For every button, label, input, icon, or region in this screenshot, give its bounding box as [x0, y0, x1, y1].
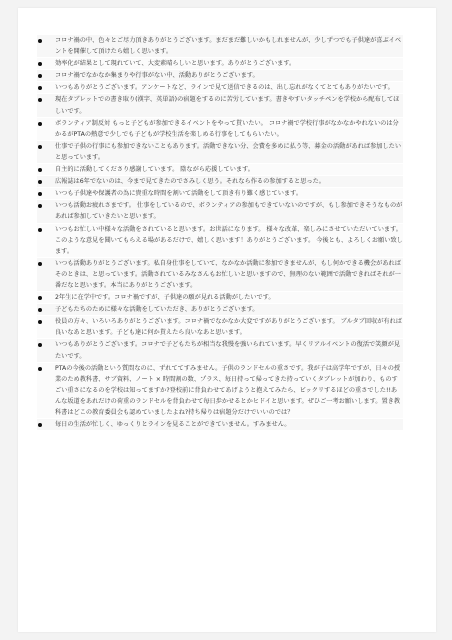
comment-text: 仕事で子供の行事にも参加できないこともあります。活動できない分、会費を多めに払う等、募金の活動があれば参加したいと思っています。	[55, 142, 402, 161]
comment-item	[37, 69, 403, 81]
bullet-icon	[38, 74, 42, 78]
bullet-icon	[38, 39, 42, 43]
comment-item	[37, 140, 403, 163]
bullet-icon	[38, 62, 42, 66]
comment-item	[37, 362, 403, 418]
comment-text: いつも子供達や保護者の為に貴重な時間を割いて活動をして頂き有り難く感じています。	[55, 190, 303, 198]
comment-text: 現在タブレットでの書き取り(漢字、英単語)の宿題をするのに苦労しています。書きやすいタッチペンを学校から配布してほしいです。	[55, 96, 400, 115]
bullet-icon	[38, 86, 42, 90]
comment-item	[37, 117, 403, 140]
document-page	[18, 8, 436, 632]
comment-item	[37, 257, 403, 291]
comment-text: いつも活動お疲れさまです。 仕事をしているので、ボランティアの参加もできていないのですが、もし参加できそうなものがあれば参加していきたいと思います。	[55, 202, 403, 221]
comment-item	[37, 303, 403, 315]
comment-text: 毎日の生活が忙しく、ゆっくりとラインを見ることができていません。すみません。	[55, 421, 291, 429]
comment-text: コロナ禍の中、色々とご尽力頂きありがとうございます。まだまだ難しいかもしれませんが、少しずつでも子供達が喜ぶイベントを開催して頂けたら嬉しく思います。	[55, 37, 402, 56]
comment-item	[37, 93, 403, 116]
comment-text: いつもお忙しい中様々な活動をされていると思います。お世話になります。 様々な改革、楽しみにさせていただいています。このような意見を聞いてもらえる場があるだけで、嬉しく思います！ありがとうございます。 今後とも、よろしくお願い致します。	[55, 225, 403, 255]
comment-item	[37, 81, 403, 93]
comment-item	[37, 315, 403, 338]
comment-text: 自主的に活動してくださり感謝しています。 陰ながら応援しています。	[55, 166, 254, 174]
comment-text: コロナ禍でなかなか集まりや行事がない中、活動ありがとうございます。	[55, 72, 259, 80]
comment-text: 役員の方々、いろいろありがとうございます。コロナ禍でなかなか大変ですがありがとうございます。 ブルタブ回収が有れば良いなあと思います。子ども達に何か貰えたら良いなあと思います。	[55, 318, 402, 337]
comment-text: 子どもたちのために様々な活動をしていただき、ありがとうございます。	[55, 306, 259, 314]
comment-item	[37, 34, 403, 57]
comment-item	[37, 199, 403, 222]
bullet-icon	[38, 423, 42, 427]
bullet-icon	[38, 228, 42, 232]
bullet-icon	[38, 308, 42, 312]
comment-item	[37, 418, 403, 430]
comment-list	[37, 34, 403, 430]
comment-item	[37, 223, 403, 257]
bullet-icon	[38, 168, 42, 172]
bullet-icon	[38, 262, 42, 266]
bullet-icon	[38, 180, 42, 184]
comment-item	[37, 163, 403, 175]
comment-item	[37, 175, 403, 187]
bullet-icon	[38, 98, 42, 102]
comment-item	[37, 187, 403, 199]
comment-text: いつもありがとうございます。アンケートなど、ラインで見て送信できるのは、出し忘れがなくてとてもありがたいです。	[55, 84, 394, 92]
bullet-icon	[38, 296, 42, 300]
comment-text: 2年生に在学中です。コロナ禍ですが、子供達の願が見れる活動がしたいです。	[55, 294, 275, 302]
comment-text: いつも活動ありがとうございます。私自身仕事をしていて、なかなか活動に参加できませんが、もし何かできる機会があればそのときは、と思っています。活動されているみなさんもお忙しいと思いますので、無理のない範囲で活動できればそれが一番だなと思います。本当にありがとうございます。	[55, 259, 401, 289]
comment-item	[37, 57, 403, 69]
comment-item	[37, 338, 403, 361]
comment-item	[37, 291, 403, 303]
bullet-icon	[38, 145, 42, 149]
bullet-icon	[38, 343, 42, 347]
bullet-icon	[38, 122, 42, 126]
bullet-icon	[38, 367, 42, 371]
bullet-icon	[38, 204, 42, 208]
bullet-icon	[38, 192, 42, 196]
comment-text: いつもありがとうございます。コロナで子どもたちが相当な我慢を強いられています。早くリアルイベントの復活で笑顔が見たいです。	[55, 341, 400, 360]
comment-text: PTAの今後の活動という質問なのに、ずれててすみません。子供のランドセルの重さです。我が子は高学年ですが、日々の授業のため教科書、サブ資料、ノート × 時間割の数、プラス、毎日持って帰ってきた持っていくタブレットが加わり、ものすごい重さになるのを学校は知ってますか?登校前に背負わせてあげようと抱えてみたら、ビックリするほどの重さでした!!あんな坂道をあれだけの荷重のランドセルを背負わせて毎日歩かせるとかヒドイと思います。ぜひご一考お願いします。置き教科書はどこの教育委員会も認めていましたよね?持ち帰りは宿題分だけでいいのでは？	[55, 364, 401, 416]
comment-text: 効率化が結果として現れていて、大変素晴らしいと思います。ありがとうございます。	[55, 60, 296, 68]
comment-text: 広報誌は6年でないのは、今まで見てきたのでさみしく思う。それなら作るの参加すると思った。	[55, 178, 325, 186]
bullet-icon	[38, 320, 42, 324]
comment-text: ボランティア制反対 もっと子どもが参加できるイベントをやって貰いたい。 コロナ禍で学校行事がなかなかやれないのは分かるがPTAの熱意で少しでも子どもが学校生活を楽しめる行事をしてもらいたい。	[55, 119, 399, 138]
